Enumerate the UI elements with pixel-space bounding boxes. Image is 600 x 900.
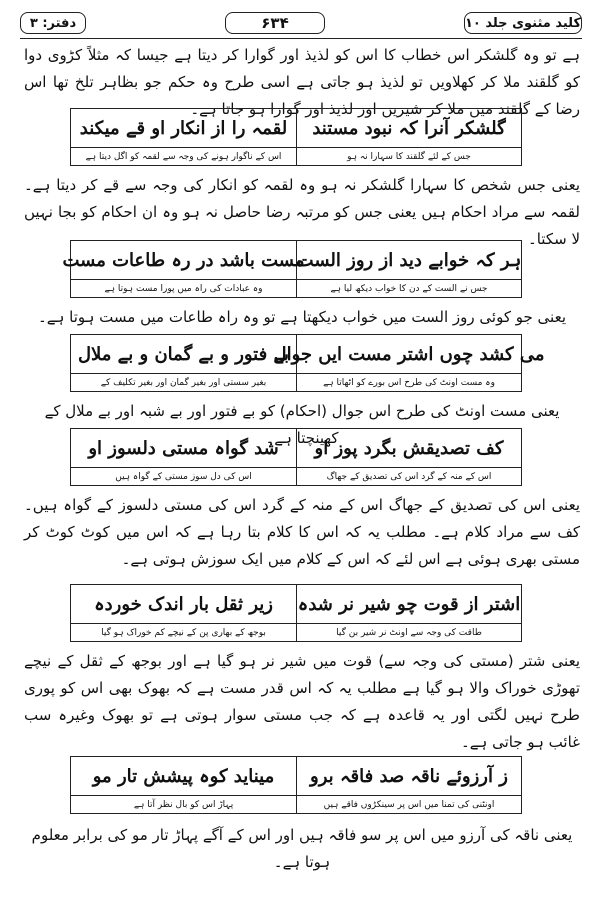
verse-table-6	[70, 756, 522, 814]
book-title-box: کلید مثنوی جلد ۱۰	[464, 12, 582, 34]
persian-verse: شد گواہ مستی دلسوز او	[71, 429, 296, 468]
page-header	[20, 10, 582, 36]
persian-verse: زیر ثقل بار اندک خوردہ	[71, 585, 296, 624]
verse-gloss: اس کے منہ کے گرد اس کی تصدیق کے جھاگ	[326, 472, 492, 482]
page-number: ۶۳۴	[225, 12, 325, 34]
paragraph-6: یعنی شتر (مستی کی وجہ سے) قوت میں شیر نر ہو گیا ہے اور بوجھ کے ثقل کے نیچے تھوڑی خوراک والا ہو گیا ہے مطلب یہ کہ اس قدر مست ہے کہ بھوک بھی اس کو پوری طرح نہیں لگتی اور یہ قاعدہ ہے کہ جب مستی سوار ہوتی ہے تو بھوک وغیرہ سب غائب ہو جاتی ہے۔	[24, 652, 580, 751]
paragraph-5: یعنی اس کی تصدیق کے جھاگ اس کے منہ کے گرد اس کی مستی دلسوز کے گواہ ہیں۔ کف سے مراد کلام ہے۔ مطلب یہ کہ اس کا کلام بتا رہا ہے کہ اس میں کوٹ کوٹ کر مستی بھری ہوئی ہے اس لئے کہ اس کے کلام میں ایک سوزش ہوتی ہے۔	[24, 496, 580, 568]
persian-verse: لقمہ را از انکار او قے میکند	[71, 109, 296, 148]
persian-verse: می کشد چوں اشتر مست ایں جوال	[297, 335, 521, 374]
verse-gloss: وہ مست اونٹ کی طرح اس بورے کو اٹھاتا ہے	[323, 378, 495, 388]
daftar-label: دفتر: ۳	[20, 12, 86, 34]
paragraph-2: یعنی جس شخص کا سہارا گلشکر نہ ہو وہ لقمہ کو انکار کی وجہ سے قے کر دیتا ہے۔ لقمہ سے مراد احکام ہیں یعنی جس کو مرتبہ رضا حاصل نہ ہو وہ ان احکام کو بجا نہیں لا سکتا۔	[24, 176, 580, 248]
verse-gloss: اس کے ناگوار ہونے کی وجہ سے لقمہ کو اگل دیتا ہے	[85, 152, 282, 162]
verse-cell-left	[71, 757, 296, 813]
verse-gloss: وہ عبادات کی راہ میں پورا مست ہوتا ہے	[104, 284, 263, 294]
verse-cell-right	[296, 585, 521, 641]
persian-verse: گلشکر آنرا کہ نبود مستند	[297, 109, 521, 148]
verse-cell-right	[296, 241, 521, 297]
persian-verse: ہر کہ خوابے دید از روز الست	[297, 241, 521, 280]
verse-table-4	[70, 428, 522, 486]
verse-table-1	[70, 108, 522, 166]
persian-verse: ز آرزوئے ناقہ صد فاقہ برو	[297, 757, 521, 796]
verse-cell-right	[296, 757, 521, 813]
verse-cell-left	[71, 429, 296, 485]
verse-gloss: بغیر سستی اور بغیر گمان اور بغیر تکلیف کے	[100, 378, 267, 388]
verse-cell-left	[71, 335, 296, 391]
paragraph-1: ہے تو وہ گلشکر اس خطاب کا اس کو لذیذ اور گوارا کر دیتا ہے جیسا کہ مثلاً کڑوی دوا کو گلقند ملا کر کھلاویں تو لذیذ ہو جاتی ہے اسی طرح وہ حکم جو بظاہر تلخ تھا اس رضا کے گلقند میں ملا کر شیریں اور لذیذ اور گوارا ہو جاتا ہے۔	[24, 46, 580, 118]
verse-table-5	[70, 584, 522, 642]
verse-table-2	[62, 240, 522, 298]
verse-gloss: اس کی دل سوز مستی کے گواہ ہیں	[115, 472, 252, 482]
verse-gloss: اونٹنی کی تمنا میں اس پر سینکڑوں فاقے ہیں	[323, 800, 495, 810]
persian-verse: بے فتور و بے گمان و بے ملال	[71, 335, 296, 374]
verse-cell-right	[273, 335, 545, 391]
verse-gloss: جس نے الست کے دن کا خواب دیکھ لیا ہے	[330, 284, 488, 294]
paragraph-7: یعنی ناقہ کی آرزو میں اس پر سو فاقہ ہیں اور اس کے آگے پہاڑ تار مو کی برابر معلوم ہوتا ہے۔	[31, 826, 573, 871]
verse-cell-right	[296, 429, 521, 485]
verse-gloss: طاقت کی وجہ سے اونٹ نر شیر بن گیا	[336, 628, 482, 638]
verse-cell-right	[296, 109, 521, 165]
verse-gloss: بوجھ کے بھاری پن کے نیچے کم خوراک ہو گیا	[101, 628, 266, 638]
verse-cell-left	[71, 109, 296, 165]
paragraph-4: یعنی مست اونٹ کی طرح اس جوال (احکام) کو بے فتور اور بے شبہ اور بے ملال کے کھینچتا ہے۔	[44, 402, 560, 447]
paragraph-3: یعنی جو کوئی روز الست میں خواب دیکھتا ہے تو وہ راہ طاعات میں مست ہوتا ہے۔	[38, 308, 566, 326]
persian-verse: اشتر از قوت چو شیر نر شدہ	[297, 585, 521, 624]
persian-verse: مست باشد در رہ طاعات مست	[71, 241, 296, 280]
header-divider	[20, 38, 582, 39]
verse-cell-left	[71, 585, 296, 641]
persian-verse: کف تصدیقش بگرد پوز او	[297, 429, 521, 468]
verse-table-3	[70, 334, 545, 392]
verse-cell-left	[62, 241, 305, 297]
persian-verse: میناید کوہ پیشش تار مو	[71, 757, 296, 796]
verse-gloss: جس کے لئے گلقند کا سہارا نہ ہو	[347, 152, 471, 162]
verse-gloss: پہاڑ اس کو بال نظر آتا ہے	[133, 800, 234, 810]
